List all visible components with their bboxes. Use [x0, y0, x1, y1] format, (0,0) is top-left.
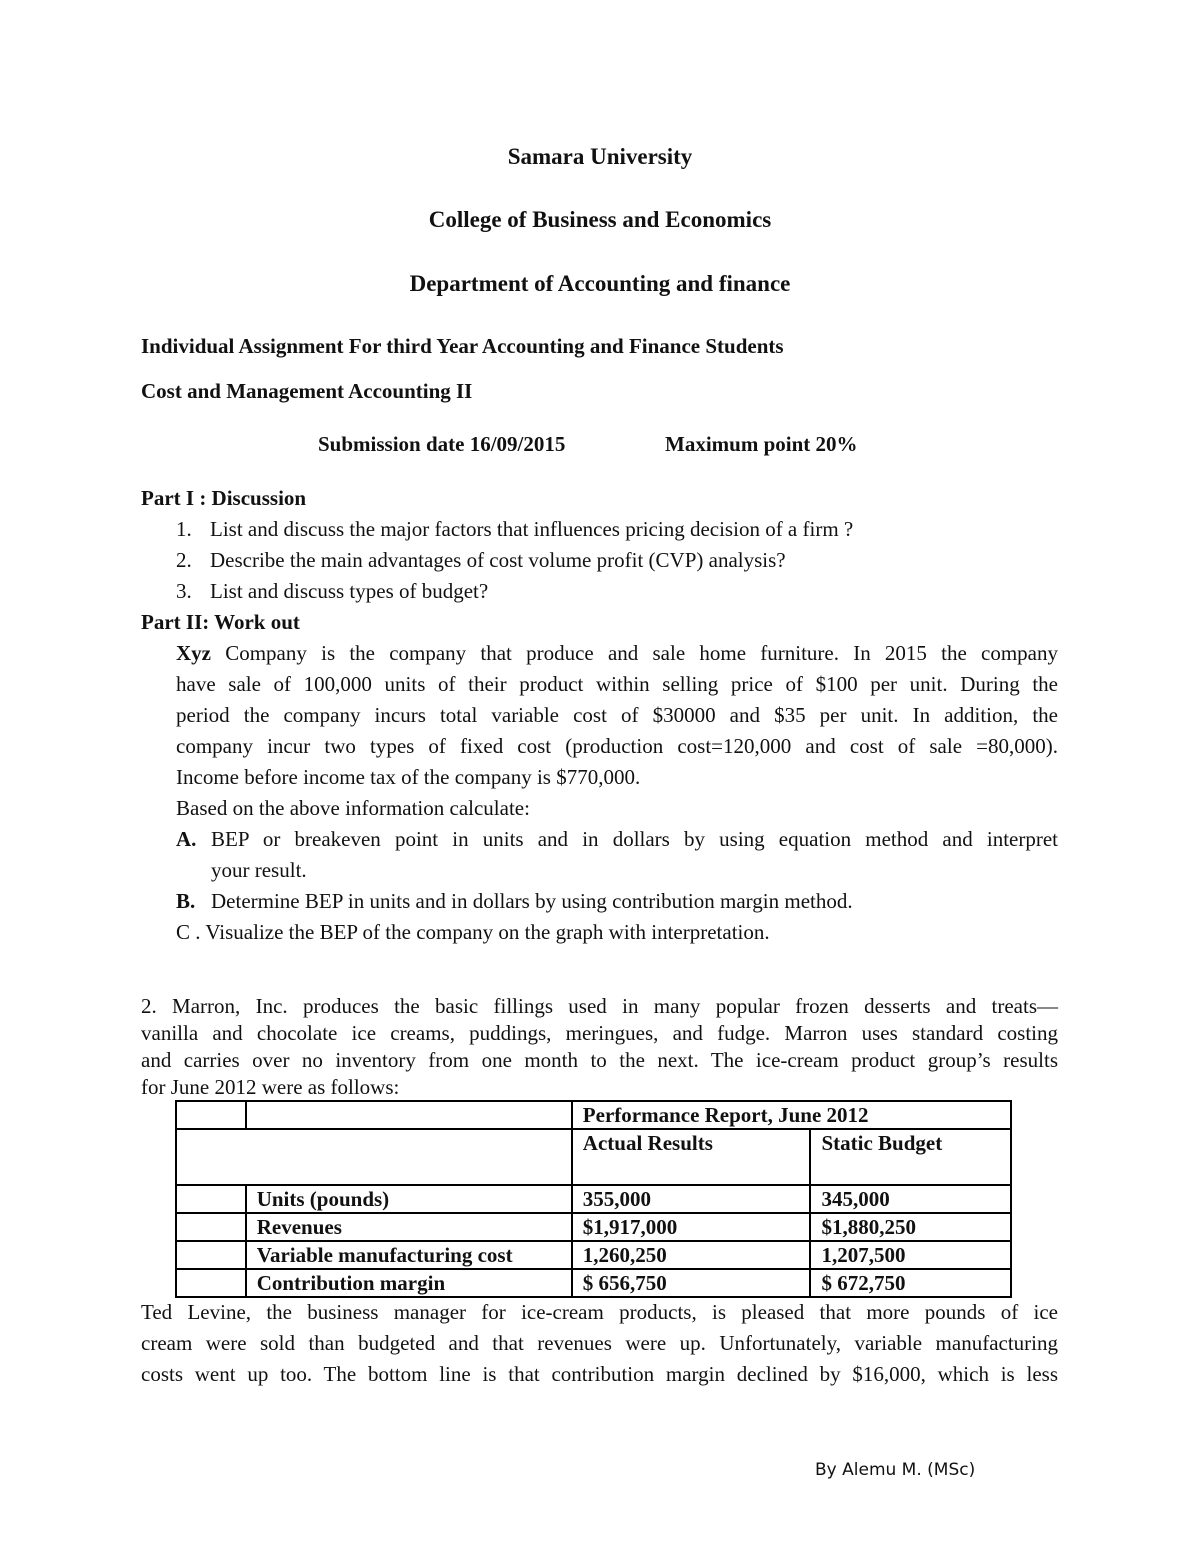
- based-on-text: Based on the above information calculate:: [176, 796, 530, 820]
- table-row: [176, 1185, 1011, 1213]
- list-number: 1.: [176, 517, 192, 541]
- list-number: 2.: [176, 548, 192, 572]
- marron-line-2: vanilla and chocolate ice creams, puddings, meringues, and fudge. Marron uses standard costing: [141, 1021, 1058, 1045]
- assignment-title: Individual Assignment For third Year Accounting and Finance Students: [141, 334, 784, 358]
- list-text: List and discuss the major factors that influences pricing decision of a firm ?: [210, 517, 854, 541]
- table-row: [176, 1241, 1011, 1269]
- xyz-paragraph: [176, 638, 1058, 824]
- ted-paragraph: [141, 1297, 1058, 1390]
- part1-item-3: [176, 576, 488, 607]
- table-title: Performance Report, June 2012: [572, 1101, 1011, 1129]
- ted-line-2: cream were sold than budgeted and that revenues were up. Unfortunately, variable manufacturing: [141, 1331, 1058, 1355]
- table-row: [176, 1269, 1011, 1297]
- question-a-text: BEP or breakeven point in units and in dollars by using equation method and interpret your result.: [211, 827, 1058, 882]
- table-cell-empty: [176, 1213, 246, 1241]
- xyz-line-5: Income before income tax of the company is $770,000.: [176, 765, 641, 789]
- question-b-label: B.: [176, 889, 196, 913]
- submission-date: Submission date 16/09/2015: [318, 432, 566, 456]
- table-row: [176, 1101, 1011, 1129]
- question-c-text: C . Visualize the BEP of the company on the graph with interpretation.: [176, 920, 770, 944]
- table-cell-empty: [176, 1269, 246, 1297]
- list-text: Describe the main advantages of cost volume profit (CVP) analysis?: [210, 548, 786, 572]
- course-title: Cost and Management Accounting II: [141, 379, 473, 403]
- budget-value: $ 672,750: [810, 1269, 1011, 1297]
- xyz-line-4: company incur two types of fixed cost (production cost=120,000 and cost of sale =80,000).: [176, 734, 1058, 758]
- footer-author: By Alemu M. (MSc): [815, 1460, 976, 1480]
- marron-line-3: and carries over no inventory from one month to the next. The ice-cream product group’s results: [141, 1048, 1058, 1072]
- xyz-line-3: period the company incurs total variable cost of $30000 and $35 per unit. In addition, the: [176, 703, 1058, 727]
- part1-item-2: [176, 545, 786, 576]
- ted-line-3: costs went up too. The bottom line is that contribution margin declined by $16,000, which is less: [141, 1362, 1058, 1386]
- row-label: Contribution margin: [246, 1269, 572, 1297]
- list-text: List and discuss types of budget?: [210, 579, 489, 603]
- part2-title: Part II: Work out: [141, 610, 300, 634]
- xyz-line-1: Xyz Company is the company that produce and sale home furniture. In 2015 the company: [176, 641, 1058, 665]
- budget-value: 1,207,500: [810, 1241, 1011, 1269]
- actual-value: 1,260,250: [572, 1241, 811, 1269]
- actual-value: $ 656,750: [572, 1269, 811, 1297]
- ted-line-1: Ted Levine, the business manager for ice-cream products, is pleased that more pounds of ice: [141, 1300, 1058, 1324]
- table-row: [176, 1213, 1011, 1241]
- college-title: College of Business and Economics: [428, 207, 772, 232]
- xyz-company-name: Xyz: [176, 641, 211, 665]
- budget-value: 345,000: [810, 1185, 1011, 1213]
- row-label: Units (pounds): [246, 1185, 572, 1213]
- column-header-actual: Actual Results: [572, 1129, 811, 1185]
- table-cell-empty: [176, 1129, 572, 1185]
- department-title: Department of Accounting and finance: [409, 271, 791, 296]
- xyz-line-2: have sale of 100,000 units of their product within selling price of $100 per unit. During the: [176, 672, 1058, 696]
- question-a-label: A.: [176, 827, 197, 851]
- maximum-point: Maximum point 20%: [665, 432, 858, 456]
- part1-title: Part I : Discussion: [141, 486, 307, 510]
- question-b-text: Determine BEP in units and in dollars by using contribution margin method.: [211, 889, 853, 913]
- budget-value: $1,880,250: [810, 1213, 1011, 1241]
- table-cell-empty: [176, 1241, 246, 1269]
- performance-table: [175, 1100, 1012, 1298]
- marron-line-1: 2. Marron, Inc. produces the basic fillings used in many popular frozen desserts and treats—: [141, 994, 1058, 1018]
- actual-value: $1,917,000: [572, 1213, 811, 1241]
- table-cell-empty: [176, 1185, 246, 1213]
- marron-paragraph: [141, 993, 1058, 1101]
- actual-value: 355,000: [572, 1185, 811, 1213]
- row-label: Variable manufacturing cost: [246, 1241, 572, 1269]
- table-cell-empty: [176, 1101, 246, 1129]
- row-label: Revenues: [246, 1213, 572, 1241]
- column-header-budget: Static Budget: [810, 1129, 1011, 1185]
- table-cell-empty: [246, 1101, 572, 1129]
- university-title: Samara University: [507, 144, 693, 169]
- list-number: 3.: [176, 579, 192, 603]
- marron-line-4: for June 2012 were as follows:: [141, 1075, 400, 1099]
- table-header-row: [176, 1129, 1011, 1185]
- part1-item-1: [176, 514, 853, 545]
